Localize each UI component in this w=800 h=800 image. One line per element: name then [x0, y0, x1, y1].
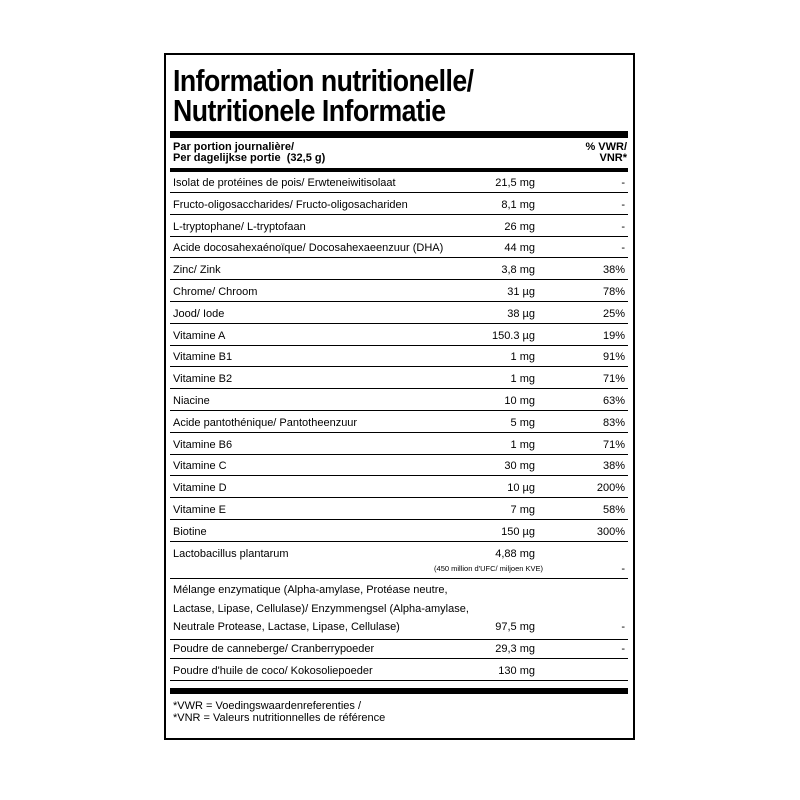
nutrient-name: L-tryptophane/ L-tryptofaan [173, 220, 306, 233]
enzyme-line-3: Neutrale Protease, Lactase, Lipase, Cellulase) [173, 621, 400, 633]
nutrient-pct: - [621, 198, 625, 211]
row-divider [170, 279, 628, 280]
nutrient-amount: 21,5 mg [495, 177, 535, 189]
nutrient-name: Vitamine C [173, 460, 227, 473]
row-divider [170, 214, 628, 215]
lacto-name: Lactobacillus plantarum [173, 548, 289, 560]
nutrient-name: Vitamine E [173, 504, 226, 516]
row-divider [170, 475, 628, 476]
row-divider [170, 345, 628, 346]
nutrient-pct: 25% [602, 307, 625, 320]
title-line-fr: Information nutritionelle/ [173, 63, 474, 98]
vwr-header-2: VNR* [599, 152, 627, 164]
header-rule [170, 168, 628, 172]
nutrient-amount: 10 mg [504, 395, 535, 407]
enzyme-pct: - [621, 621, 625, 633]
nutrient-name: Fructo-oligosaccharides/ Fructo-oligosachariden [173, 198, 408, 211]
row-divider [170, 366, 628, 367]
nutrient-pct: 19% [602, 329, 625, 342]
nutrient-pct: - [621, 220, 625, 233]
nutrient-pct: 91% [602, 351, 625, 364]
nutrient-amount: 150 µg [501, 525, 535, 538]
portion-label-fr: Par portion journalière/ [173, 141, 295, 153]
nutrient-amount: 8,1 mg [501, 198, 535, 211]
row-divider [170, 432, 628, 433]
row-divider [170, 388, 628, 389]
nutrient-name: Vitamine B1 [173, 351, 233, 364]
row-divider [170, 658, 628, 659]
row-divider [170, 236, 628, 237]
nutrient-amount: 150.3 µg [491, 329, 535, 342]
nutrient-amount: 5 mg [510, 416, 535, 429]
nutrient-amount: 29,3 mg [495, 643, 535, 655]
row-divider [170, 323, 628, 324]
row-divider [170, 192, 628, 193]
nutrient-name: Chrome/ Chroom [173, 286, 258, 298]
footnote-line-1: *VWR = Voedingswaardenreferenties / [173, 700, 362, 712]
nutrient-amount: 10 µg [507, 482, 535, 495]
nutrient-amount: 30 mg [504, 460, 535, 473]
lacto-pct: - [621, 563, 625, 575]
nutrient-pct: 71% [602, 373, 625, 386]
row-divider [170, 257, 628, 258]
vwr-header-1: % VWR/ [585, 141, 627, 153]
row-divider [170, 519, 628, 520]
row-divider [170, 301, 628, 302]
nutrient-pct: 71% [602, 438, 625, 451]
bottom-thick-rule [170, 688, 628, 694]
lacto-amount: 4,88 mg [495, 548, 535, 560]
row-divider [170, 454, 628, 455]
nutrient-amount: 44 mg [504, 242, 535, 255]
enzyme-line-1: Mélange enzymatique (Alpha-amylase, Protéase neutre, [173, 584, 448, 596]
nutrient-pct: - [621, 643, 625, 655]
nutrient-name: Vitamine B2 [173, 373, 233, 386]
nutrient-name: Poudre d'huile de coco/ Kokosoliepoeder [173, 664, 373, 677]
nutrient-pct: 200% [596, 482, 625, 495]
nutrient-name: Vitamine B6 [173, 438, 233, 451]
top-thick-rule [170, 131, 628, 138]
nutrient-amount: 26 mg [504, 220, 535, 233]
nutrient-name: Jood/ Iode [173, 307, 225, 320]
nutrient-pct: - [621, 177, 625, 189]
nutrient-amount: 31 µg [507, 286, 535, 298]
row-divider [170, 541, 628, 542]
nutrient-name: Isolat de protéines de pois/ Erwteneiwitisolaat [173, 177, 396, 189]
nutrient-amount: 7 mg [510, 504, 535, 516]
nutrient-name: Vitamine A [173, 329, 226, 342]
nutrient-pct: 38% [602, 264, 625, 277]
portion-nl-text: Per dagelijkse portie [173, 152, 281, 164]
lacto-sub: (450 million d'UFC/ miljoen KVE) [434, 564, 543, 573]
nutrient-amount: 1 mg [510, 438, 535, 451]
nutrient-amount: 3,8 mg [501, 264, 535, 277]
nutrient-pct: 38% [602, 460, 625, 473]
nutrient-amount: 130 mg [498, 664, 535, 677]
row-divider [170, 639, 628, 640]
nutrient-pct: 63% [602, 395, 625, 407]
nutrient-name: Acide docosahexaénoïque/ Docosahexaeenzuur (DHA) [173, 242, 444, 255]
nutrient-pct: 83% [602, 416, 625, 429]
nutrient-name: Acide pantothénique/ Pantotheenzuur [173, 416, 358, 429]
nutrient-amount: 1 mg [510, 373, 535, 386]
portion-size: (32,5 g) [286, 152, 326, 164]
nutrient-amount: 1 mg [510, 351, 535, 364]
title-line-nl: Nutritionele Informatie [173, 93, 446, 128]
nutrient-name: Niacine [173, 395, 210, 407]
row-divider [170, 497, 628, 498]
nutrient-name: Vitamine D [173, 482, 227, 495]
nutrient-name: Zinc/ Zink [173, 264, 221, 277]
portion-label-nl [173, 153, 325, 164]
nutrient-amount: 38 µg [507, 307, 535, 320]
nutrient-pct: 58% [602, 504, 625, 516]
row-divider [170, 578, 628, 579]
nutrient-name: Biotine [173, 525, 207, 538]
row-divider [170, 410, 628, 411]
footnote-line-2: *VNR = Valeurs nutritionnelles de référence [173, 712, 386, 724]
nutrient-pct: 300% [596, 525, 625, 538]
nutrient-pct: - [621, 242, 625, 255]
panel-title [173, 63, 474, 128]
row-divider [170, 680, 628, 681]
enzyme-amount: 97,5 mg [495, 621, 535, 633]
enzyme-line-2: Lactase, Lipase, Cellulase)/ Enzymmengsel (Alpha-amylase, [173, 603, 469, 615]
nutrient-name: Poudre de canneberge/ Cranberrypoeder [173, 643, 375, 655]
nutrient-pct: 78% [602, 286, 625, 298]
